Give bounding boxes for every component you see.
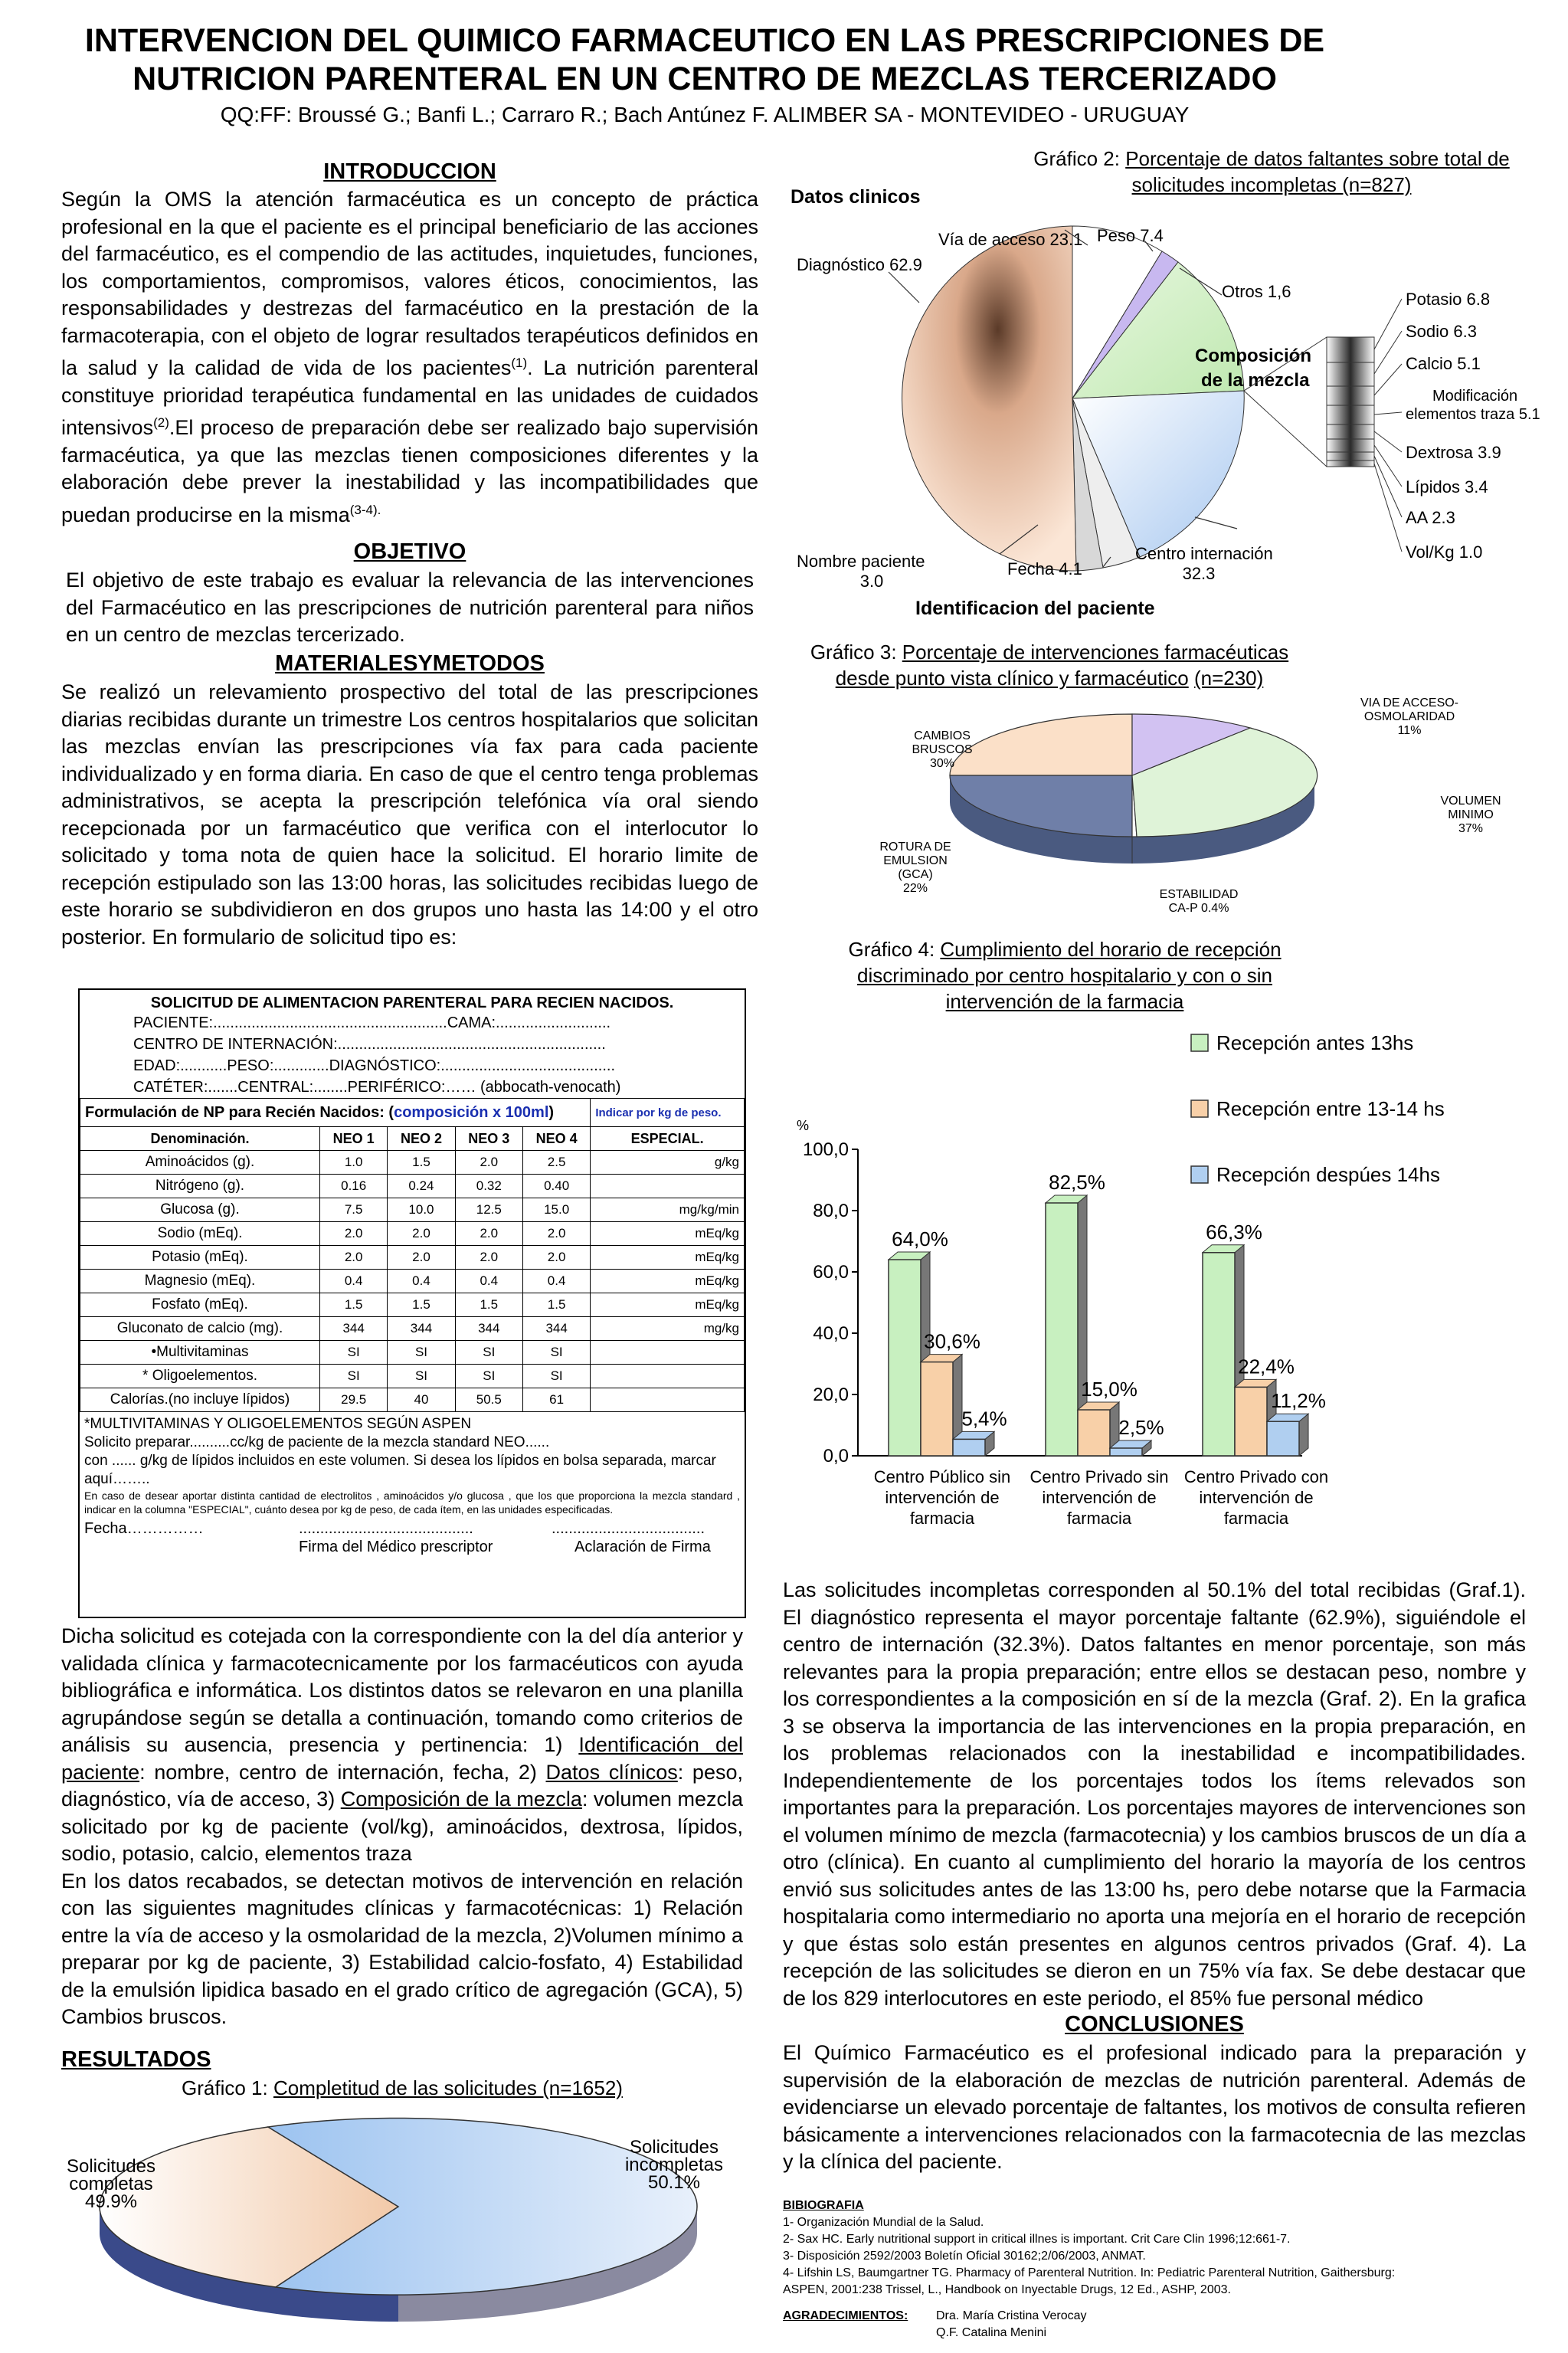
graf2-label-sodio: Sodio 6.3 <box>1406 322 1477 341</box>
row-unit: mEq/kg <box>591 1246 745 1270</box>
objetivo-text: El objetivo de este trabajo es evaluar la relevancia de las intervenciones del Farmacéutico en las prescripciones de nutrición parenteral para niños en un centro de mezclas tercerizado. <box>66 569 754 646</box>
row-value: 2.0 <box>388 1222 455 1246</box>
row-value: 0.40 <box>522 1175 590 1198</box>
bar <box>953 1439 985 1456</box>
x-tick-label: farmacia <box>909 1509 975 1528</box>
graf2-label-nombre-1: Nombre paciente <box>797 552 925 571</box>
intro-text-3: .El proceso de preparación debe ser realizado bajo supervisión farmacéutica, ya que las mezclas tienen composiciones diferentes y la elaboración debe prever la inestabilidad y las incompatibilidades que puedan producirse en la misma <box>61 416 758 526</box>
intro-text-1: Según la OMS la atención farmacéutica es un concepto de práctica profesional en la que el paciente es el principal beneficiario de las acciones del farmacéutico, es el compendio de las actitudes, inquietudes, funciones, los comportamientos, compromisos, valores éticos, conocimientos, las responsabilidades y destrezas del farmacéutico en la prestación de la farmacoterapia, con el objeto de lograr resultados terapéuticos definidos en la salud y la calidad de vida de los pacientes <box>61 188 758 379</box>
row-unit: mEq/kg <box>591 1270 745 1293</box>
row-value: 1.5 <box>320 1293 388 1317</box>
graf3-caption-u2: desde punto vista clínico y farmacéutico <box>835 667 1189 690</box>
graf3-caption-u3: (n=230) <box>1193 667 1264 690</box>
form-fecha: Fecha…………… <box>84 1520 204 1537</box>
form-firma: Firma del Médico prescriptor <box>299 1539 493 1555</box>
row-name: Glucosa (g). <box>80 1198 320 1222</box>
bar <box>1078 1410 1110 1456</box>
graf3-label-via-1: VIA DE ACCESO- <box>1360 696 1459 710</box>
bar-data-label: 64,0% <box>892 1227 948 1250</box>
row-value: 29.5 <box>320 1388 388 1412</box>
graf3-slice-cambios <box>950 714 1132 775</box>
materiales-text: Se realizó un relevamiento prospectivo del total de las prescripciones diarias recibidas durante un trimestre Los centros hospitalarios que solicitan las mezclas envían las prescripciones vía fax para cada paciente individualizado y en forma diaria. En caso de que el centro tenga problemas administrativos, se acepta la prescripción telefónica vía oral siendo recepcionada por un farmacéutico que verifica con el interlocutor lo solicitado y toma nota de quien hace la solicitud. El horario limite de recepción estipulado son las 13:00 horas, las solicitudes recibidas luego de este horario se subdividieron en dos grupos uno hasta las 14:00 y el otro posterior. En formulario de solicitud tipo es: <box>61 680 758 949</box>
row-value: 50.5 <box>455 1388 522 1412</box>
discusion-text: Las solicitudes incompletas corresponden al 50.1% del total recibidas (Graf.1). El diagnóstico representa el mayor porcentaje faltante (62.9%), siguiéndole el centro de internación (32.3%). Datos faltantes en menor porcentaje, son más relevantes para la propia preparación; entre ellos se destacan peso, nombre y los correspondientes a la composición en sí de la mezcla (Graf. 2). En la grafica 3 se observa la importancia de las intervenciones en la propia preparación, en los problemas relacionados con la inestabilidad e incompatibilidades. Independientemente de los porcentajes todos los ítems relevados son importantes para la preparación. Los porcentajes mayores de intervenciones son el volumen mínimo de mezcla (farmacotecnia) y los cambios bruscos de un día a otro (clínica). En cuanto al cumplimiento del horario la mayoría de los centros envió sus solicitudes antes de las 13:00 hs, pero debe notarse que la Farmacia hospitalaria como intermediario no aporta una mejoría en el horario de recepción y que éstas solo están presentes en algunos centros privados (Graf. 4). La recepción de las solicitudes se dieron en un 75% vía fax. Se debe destacar que de los 829 interlocutores en este periodo, el 85% fue personal médico <box>783 1578 1526 2010</box>
x-tick-label: Centro Privado sin <box>1030 1467 1169 1486</box>
row-value: 2.0 <box>320 1222 388 1246</box>
graf2-label-calcio: Calcio 5.1 <box>1406 354 1481 373</box>
row-unit: g/kg <box>591 1151 745 1175</box>
table-row <box>80 1175 745 1198</box>
intro-ref-3: (3-4). <box>349 502 381 517</box>
y-tick-label: 80,0 <box>813 1201 849 1221</box>
row-value: 344 <box>388 1317 455 1341</box>
row-value: SI <box>388 1341 455 1365</box>
form-note-4: En caso de desear aportar distinta cantidad de electrolitos , aminoácidos y/o glucosa , que los que proporciona la mezcla standard , indicar en la columna "ESPECIAL", cuánto desea por kg de peso, de cada ítem, en las unidades especificadas. <box>84 1489 740 1516</box>
graf2-slice-diagnostico <box>902 226 1076 571</box>
x-tick-label: intervención de <box>885 1488 1000 1507</box>
dicha-u2: Datos clínicos <box>545 1760 678 1784</box>
form-line-4: CATÉTER:.......CENTRAL:........PERIFÉRICO:…… (abbocath-venocath) <box>133 1079 621 1096</box>
row-value: 2.0 <box>522 1246 590 1270</box>
table-header-row <box>80 1127 745 1151</box>
table-row <box>80 1365 745 1388</box>
dicha-text-e: En los datos recabados, se detectan motivos de intervención en relación con las siguientes magnitudes clínicas y farmacotécnicas: 1) Relación entre la vía de acceso y la osmolaridad de la mezcla, 2)Volumen mínimo a preparar por kg de paciente, 3) Estabilidad calcio-fosfato, 4) Estabilidad de la emulsión lipidica basado en el grado crítico de agregación (GCA), 5) Cambios bruscos. <box>61 1869 743 2028</box>
row-value: 0.4 <box>388 1270 455 1293</box>
graf2-label-centro-1: Centro internación <box>1135 544 1273 563</box>
row-value: 0.24 <box>388 1175 455 1198</box>
table-row <box>80 1198 745 1222</box>
graf4-caption-u3: intervención de la farmacia <box>945 990 1184 1013</box>
form-signature-dots <box>84 1519 740 1538</box>
row-value: 0.4 <box>522 1270 590 1293</box>
resultados-heading: RESULTADOS <box>61 2047 211 2072</box>
form-notes <box>80 1412 745 1559</box>
graf4-bars <box>889 1171 1326 1456</box>
form-dots-1: ......................................... <box>299 1520 473 1537</box>
dicha-text <box>61 1623 743 2031</box>
bibliografia-list <box>783 2214 1541 2299</box>
graf3-label-cam-1: CAMBIOS <box>914 729 971 742</box>
form-aclaracion: Aclaración de Firma <box>574 1539 711 1555</box>
x-tick-label: Centro Privado con <box>1183 1467 1329 1486</box>
table-row <box>80 1222 745 1246</box>
bar-data-label: 66,3% <box>1206 1220 1262 1244</box>
row-name: Calorías.(no incluye lípidos) <box>80 1388 320 1412</box>
graf2-label-volkg: Vol/Kg 1.0 <box>1406 542 1483 562</box>
graf3-label-rot-2: EMULSION <box>883 854 948 867</box>
row-unit: mEq/kg <box>591 1293 745 1317</box>
dicha-text-b: : nombre, centro de internación, fecha, 2) <box>139 1760 546 1784</box>
legend-label: Recepción despúes 14hs <box>1216 1163 1440 1186</box>
graf2-label-modif-1: Modificación <box>1432 388 1518 405</box>
row-value: SI <box>455 1365 522 1388</box>
table-header-cell: ESPECIAL. <box>591 1127 745 1151</box>
row-unit <box>591 1365 745 1388</box>
form-title: SOLICITUD DE ALIMENTACION PARENTERAL PARA RECIEN NACIDOS. <box>150 995 674 1011</box>
bibliografia <box>783 2197 1541 2342</box>
legend-swatch <box>1191 1034 1208 1051</box>
authors-line: QQ:FF: Broussé G.; Banfi L.; Carraro R.; Bach Antúnez F. ALIMBER SA - MONTEVIDEO - URUGUAY <box>220 103 1190 126</box>
intro-ref-2: (2) <box>153 415 169 430</box>
graf4-caption-a: Gráfico 4: <box>848 938 941 961</box>
bibliografia-item: 3- Disposición 2592/2003 Boletín Oficial 30162;2/06/2003, ANMAT. <box>783 2250 1146 2263</box>
solicitud-form <box>78 988 746 1618</box>
row-unit: mg/kg/min <box>591 1198 745 1222</box>
row-name: Gluconato de calcio (mg). <box>80 1317 320 1341</box>
x-tick-label: Centro Público sin <box>873 1467 1011 1486</box>
row-name: * Oligoelementos. <box>80 1365 320 1388</box>
graf2-label-otros: Otros 1,6 <box>1222 282 1291 301</box>
bibliografia-item: 1- Organización Mundial de la Salud. <box>783 2216 984 2229</box>
row-value: 2.5 <box>522 1151 590 1175</box>
agradecimientos <box>783 2308 1541 2325</box>
graf1-label-b3: 50.1% <box>647 2172 701 2193</box>
dicha-text-d: : volumen mezcla solicitado por kg de paciente (vol/kg), aminoácidos, dextrosa, lípidos, sodio, potasio, calcio, elementos traza <box>61 1788 743 1865</box>
table-header-cell: Denominación. <box>80 1127 320 1151</box>
graf2-caption-a: Gráfico 2: <box>1033 147 1126 170</box>
graf2-label-diag: Diagnóstico 62.9 <box>797 255 922 274</box>
row-value: 2.0 <box>455 1246 522 1270</box>
agradecimientos-2: Q.F. Catalina Menini <box>936 2326 1047 2339</box>
dicha-u1: Identificación del paciente <box>61 1733 743 1784</box>
graf2-label-via: Vía de acceso 23.1 <box>938 230 1083 249</box>
row-unit <box>591 1175 745 1198</box>
formulation-blue: composición x 100ml <box>394 1103 549 1121</box>
title-line-1: INTERVENCION DEL QUIMICO FARMACEUTICO EN LAS PRESCRIPCIONES DE <box>84 22 1325 59</box>
row-value: 0.32 <box>455 1175 522 1198</box>
y-tick-label: 20,0 <box>813 1385 849 1405</box>
materiales-heading: MATERIALESYMETODOS <box>275 651 545 676</box>
graf2-label-fecha: Fecha 4.1 <box>1007 559 1082 578</box>
bibliografia-item: 4- Lifshin LS, Baumgartner TG. Pharmacy of Parenteral Nutrition. In: Pediatric Parenteral Nutrition, Gaithersburg: <box>783 2266 1396 2279</box>
row-value: 61 <box>522 1388 590 1412</box>
graf1-label-a1: Solicitudes <box>66 2156 156 2177</box>
row-name: Aminoácidos (g). <box>80 1151 320 1175</box>
graf1-label-a2: completas <box>69 2174 153 2194</box>
title-line-2: NUTRICION PARENTERAL EN UN CENTRO DE MEZCLAS TERCERIZADO <box>133 61 1277 97</box>
bar <box>1110 1448 1142 1456</box>
graf2-caption-u2: solicitudes incompletas (n=827) <box>1131 173 1412 196</box>
graf2-label-centro-2: 32.3 <box>1182 564 1216 583</box>
row-value: SI <box>522 1341 590 1365</box>
form-note-3: con ...... g/kg de lípidos incluidos en este volumen. Si desea los lípidos en bolsa separada, marcar aquí…….. <box>84 1453 716 1487</box>
graf2-pie <box>781 169 1566 636</box>
graf4-caption <box>766 936 1363 1014</box>
row-name: Fosfato (mEq). <box>80 1293 320 1317</box>
row-value: SI <box>455 1341 522 1365</box>
formulation-table <box>80 1098 745 1412</box>
graf3-label-via-3: 11% <box>1397 724 1422 737</box>
graf3-label-vol-1: VOLUMEN <box>1440 795 1501 808</box>
form-note-2: Solicito preparar..........cc/kg de paciente de la mezcla standard NEO...... <box>84 1434 550 1450</box>
table-row <box>80 1246 745 1270</box>
y-tick-label: 60,0 <box>813 1262 849 1283</box>
x-tick-label: intervención de <box>1042 1488 1157 1507</box>
intro-ref-1: (1) <box>511 356 528 370</box>
graf2-label-modif-2: elementos traza 5.1 <box>1406 406 1540 423</box>
graf3-label-rot-3: (GCA) <box>898 868 933 881</box>
row-value: 344 <box>320 1317 388 1341</box>
conclusiones-text: El Químico Farmacéutico es el profesional indicado para la preparación y supervisión de la elaboración de mezclas de nutrición parenteral. Además de evidenciarse un elevado porcentaje de faltantes, los motivos de consulta refieren básicamente a intervenciones relacionados con la farmacotecnia de las mezclas y la clínica del paciente. <box>783 2041 1526 2173</box>
table-header-cell: NEO 3 <box>455 1127 522 1151</box>
graf1-label-b2: incompletas <box>624 2155 724 2175</box>
row-unit <box>591 1388 745 1412</box>
row-value: SI <box>522 1365 590 1388</box>
bar <box>1235 1387 1267 1456</box>
graf3-label-est-1: ESTABILIDAD <box>1159 888 1239 901</box>
form-dots-2: .................................... <box>552 1520 705 1537</box>
form-line-1: PACIENTE:.......................................................CAMA:........................... <box>133 1014 611 1031</box>
conclusiones-heading: CONCLUSIONES <box>1065 2012 1244 2037</box>
row-value: 2.0 <box>522 1222 590 1246</box>
formulation-end: ) <box>548 1103 555 1121</box>
row-value: 40 <box>388 1388 455 1412</box>
bibliografia-item: ASPEN, 2001:238 Trissel, L., Handbook on Inyectable Drugs, 12 Ed., ASHP, 2003. <box>783 2283 1231 2296</box>
graf1-label-b1: Solicitudes <box>629 2137 719 2158</box>
graf2-group-ident: Identificacion del paciente <box>915 598 1155 619</box>
graf1-pie <box>46 2107 751 2337</box>
graf1-caption-u: Completitud de las solicitudes (n=1652) <box>273 2076 623 2099</box>
row-name: •Multivitaminas <box>80 1341 320 1365</box>
graf3-label-via-2: OSMOLARIDAD <box>1363 710 1455 723</box>
x-tick-label: farmacia <box>1066 1509 1132 1528</box>
formulation-header <box>80 1099 591 1127</box>
graf2-caption-u1: Porcentaje de datos faltantes sobre total de <box>1125 147 1510 170</box>
row-value: 15.0 <box>522 1198 590 1222</box>
row-value: 1.5 <box>522 1293 590 1317</box>
bar-data-label: 2,5% <box>1118 1416 1164 1439</box>
graf3-label-cam-3: 30% <box>929 757 955 770</box>
bar-data-label: 22,4% <box>1238 1355 1295 1378</box>
graf4-legend <box>1191 1031 1445 1186</box>
row-value: 7.5 <box>320 1198 388 1222</box>
bar-data-label: 30,6% <box>924 1329 980 1353</box>
bar <box>921 1362 953 1456</box>
row-unit: mg/kg <box>591 1317 745 1341</box>
graf4-bar-chart <box>766 1027 1563 1528</box>
table-row <box>80 1317 745 1341</box>
form-line-2: CENTRO DE INTERNACIÓN:............................................................... <box>133 1036 606 1053</box>
graf1-label-a3: 49.9% <box>84 2191 138 2212</box>
bar <box>1267 1421 1299 1456</box>
row-value: 0.4 <box>320 1270 388 1293</box>
graf3-caption-a: Gráfico 3: <box>810 641 902 664</box>
graf3-label-rot-4: 22% <box>902 882 928 895</box>
graf2-label-aa: AA 2.3 <box>1406 508 1455 527</box>
table-header-cell: NEO 4 <box>522 1127 590 1151</box>
row-value: 1.5 <box>388 1151 455 1175</box>
bar <box>889 1260 921 1456</box>
table-row <box>80 1151 745 1175</box>
graf2-group-clinicos: Datos clinicos <box>791 186 921 208</box>
intro-text-2: . La nutrición parenteral constituye prioridad terapéutica fundamental en las unidades de cuidados intensivos <box>61 356 759 439</box>
row-value: 344 <box>522 1317 590 1341</box>
form-line-3: EDAD:...........PESO:.............DIAGNÓSTICO:......................................... <box>133 1057 616 1074</box>
bar-data-label: 15,0% <box>1081 1378 1138 1401</box>
table-header-cell: NEO 2 <box>388 1127 455 1151</box>
dicha-text-a: Dicha solicitud es cotejada con la correspondiente con la del día anterior y validada clínica y farmacotecnicamente por los farmacéuticos con ayuda bibliográfica e informática. Los distintos datos se relevaron en una planilla agrupándose según se detalla a continuación, tomando como criterios de análisis su ausencia, presencia y pertinencia: 1) <box>61 1624 743 1756</box>
graf3-label-vol-2: MINIMO <box>1448 808 1494 821</box>
x-tick-label: intervención de <box>1199 1488 1314 1507</box>
objetivo-heading: OBJETIVO <box>353 539 466 564</box>
table-row <box>80 1293 745 1317</box>
legend-swatch <box>1191 1166 1208 1183</box>
table-body <box>80 1151 745 1412</box>
row-value: 10.0 <box>388 1198 455 1222</box>
graf3-caption <box>766 639 1333 691</box>
row-name: Sodio (mEq). <box>80 1222 320 1246</box>
row-value: 2.0 <box>388 1246 455 1270</box>
row-value: SI <box>388 1365 455 1388</box>
y-tick-label: 0,0 <box>823 1446 849 1467</box>
agradecimientos-1: Dra. María Cristina Verocay <box>936 2309 1087 2322</box>
table-row <box>80 1341 745 1365</box>
bar-data-label: 11,2% <box>1271 1389 1326 1413</box>
row-name: Magnesio (mEq). <box>80 1270 320 1293</box>
row-value: 0.16 <box>320 1175 388 1198</box>
row-value: 2.0 <box>455 1151 522 1175</box>
row-name: Potasio (mEq). <box>80 1246 320 1270</box>
graf3-label-rot-1: ROTURA DE <box>879 841 951 854</box>
formulation-label: Formulación de NP para Recién Nacidos: ( <box>85 1103 394 1121</box>
row-name: Nitrógeno (g). <box>80 1175 320 1198</box>
graf2-label-peso: Peso 7.4 <box>1097 226 1164 245</box>
graf2-group-comp-2: de la mezcla <box>1201 370 1310 391</box>
table-header-cell: NEO 1 <box>320 1127 388 1151</box>
graf2-group-comp-1: Composición <box>1195 346 1312 366</box>
indicar-note: Indicar por kg de peso. <box>591 1099 745 1127</box>
legend-label: Recepción entre 13-14 hs <box>1216 1097 1445 1120</box>
bar-data-label: 82,5% <box>1049 1171 1105 1194</box>
graf3-label-est-2: CA-P 0.4% <box>1168 902 1229 915</box>
legend-label: Recepción antes 13hs <box>1216 1031 1414 1054</box>
graf4-caption-u2: discriminado por centro hospitalario y con o sin <box>857 964 1272 987</box>
bar-data-label: 5,4% <box>961 1407 1007 1430</box>
poster-title <box>0 21 1409 98</box>
row-value: 2.0 <box>320 1246 388 1270</box>
bar <box>1203 1253 1235 1456</box>
graf3-caption-u1: Porcentaje de intervenciones farmacéuticas <box>902 641 1289 664</box>
graf3-label-cam-2: BRUSCOS <box>912 743 973 756</box>
form-signature-labels <box>84 1538 740 1556</box>
graf4-caption-u1: Cumplimiento del horario de recepción <box>940 938 1282 961</box>
row-value: 0.4 <box>455 1270 522 1293</box>
row-value: 1.5 <box>455 1293 522 1317</box>
graf2-label-lipidos: Lípidos 3.4 <box>1406 477 1488 496</box>
row-unit <box>591 1341 745 1365</box>
dicha-u3: Composición de la mezcla <box>340 1788 582 1811</box>
graf2-label-potasio: Potasio 6.8 <box>1406 290 1491 309</box>
legend-swatch <box>1191 1100 1208 1117</box>
row-value: SI <box>320 1341 388 1365</box>
graf2-stacked-bar <box>1327 337 1374 467</box>
row-value: 12.5 <box>455 1198 522 1222</box>
row-value: 2.0 <box>455 1222 522 1246</box>
graf2-label-nombre-2: 3.0 <box>859 572 884 591</box>
row-value: SI <box>320 1365 388 1388</box>
form-note-1: *MULTIVITAMINAS Y OLIGOELEMENTOS SEGÚN ASPEN <box>84 1416 472 1432</box>
intro-heading: INTRODUCCION <box>323 159 496 184</box>
table-row <box>80 1270 745 1293</box>
bar <box>1046 1203 1078 1456</box>
graf1-caption <box>61 2075 743 2101</box>
graf4-pct-symbol: % <box>797 1118 810 1133</box>
bibliografia-item: 2- Sax HC. Early nutritional support in critical illnes is important. Crit Care Clin 1996;12:661-7. <box>783 2233 1291 2246</box>
table-row <box>80 1388 745 1412</box>
agradecimientos-heading: AGRADECIMIENTOS: <box>783 2309 908 2322</box>
y-tick-label: 40,0 <box>813 1323 849 1344</box>
y-tick-label: 100,0 <box>802 1139 849 1160</box>
row-unit: mEq/kg <box>591 1222 745 1246</box>
graf3-label-vol-3: 37% <box>1458 822 1484 835</box>
intro-text <box>61 186 758 529</box>
graf3-pie <box>858 690 1563 927</box>
bibliografia-heading: BIBIOGRAFIA <box>783 2199 864 2212</box>
graf2-label-dextrosa: Dextrosa 3.9 <box>1406 443 1501 462</box>
graf1-caption-a: Gráfico 1: <box>182 2076 273 2099</box>
dicha-text-c: : peso, diagnóstico, vía de acceso, 3) <box>61 1760 743 1811</box>
x-tick-label: farmacia <box>1223 1509 1289 1528</box>
row-value: 1.5 <box>388 1293 455 1317</box>
row-value: 1.0 <box>320 1151 388 1175</box>
row-value: 344 <box>455 1317 522 1341</box>
